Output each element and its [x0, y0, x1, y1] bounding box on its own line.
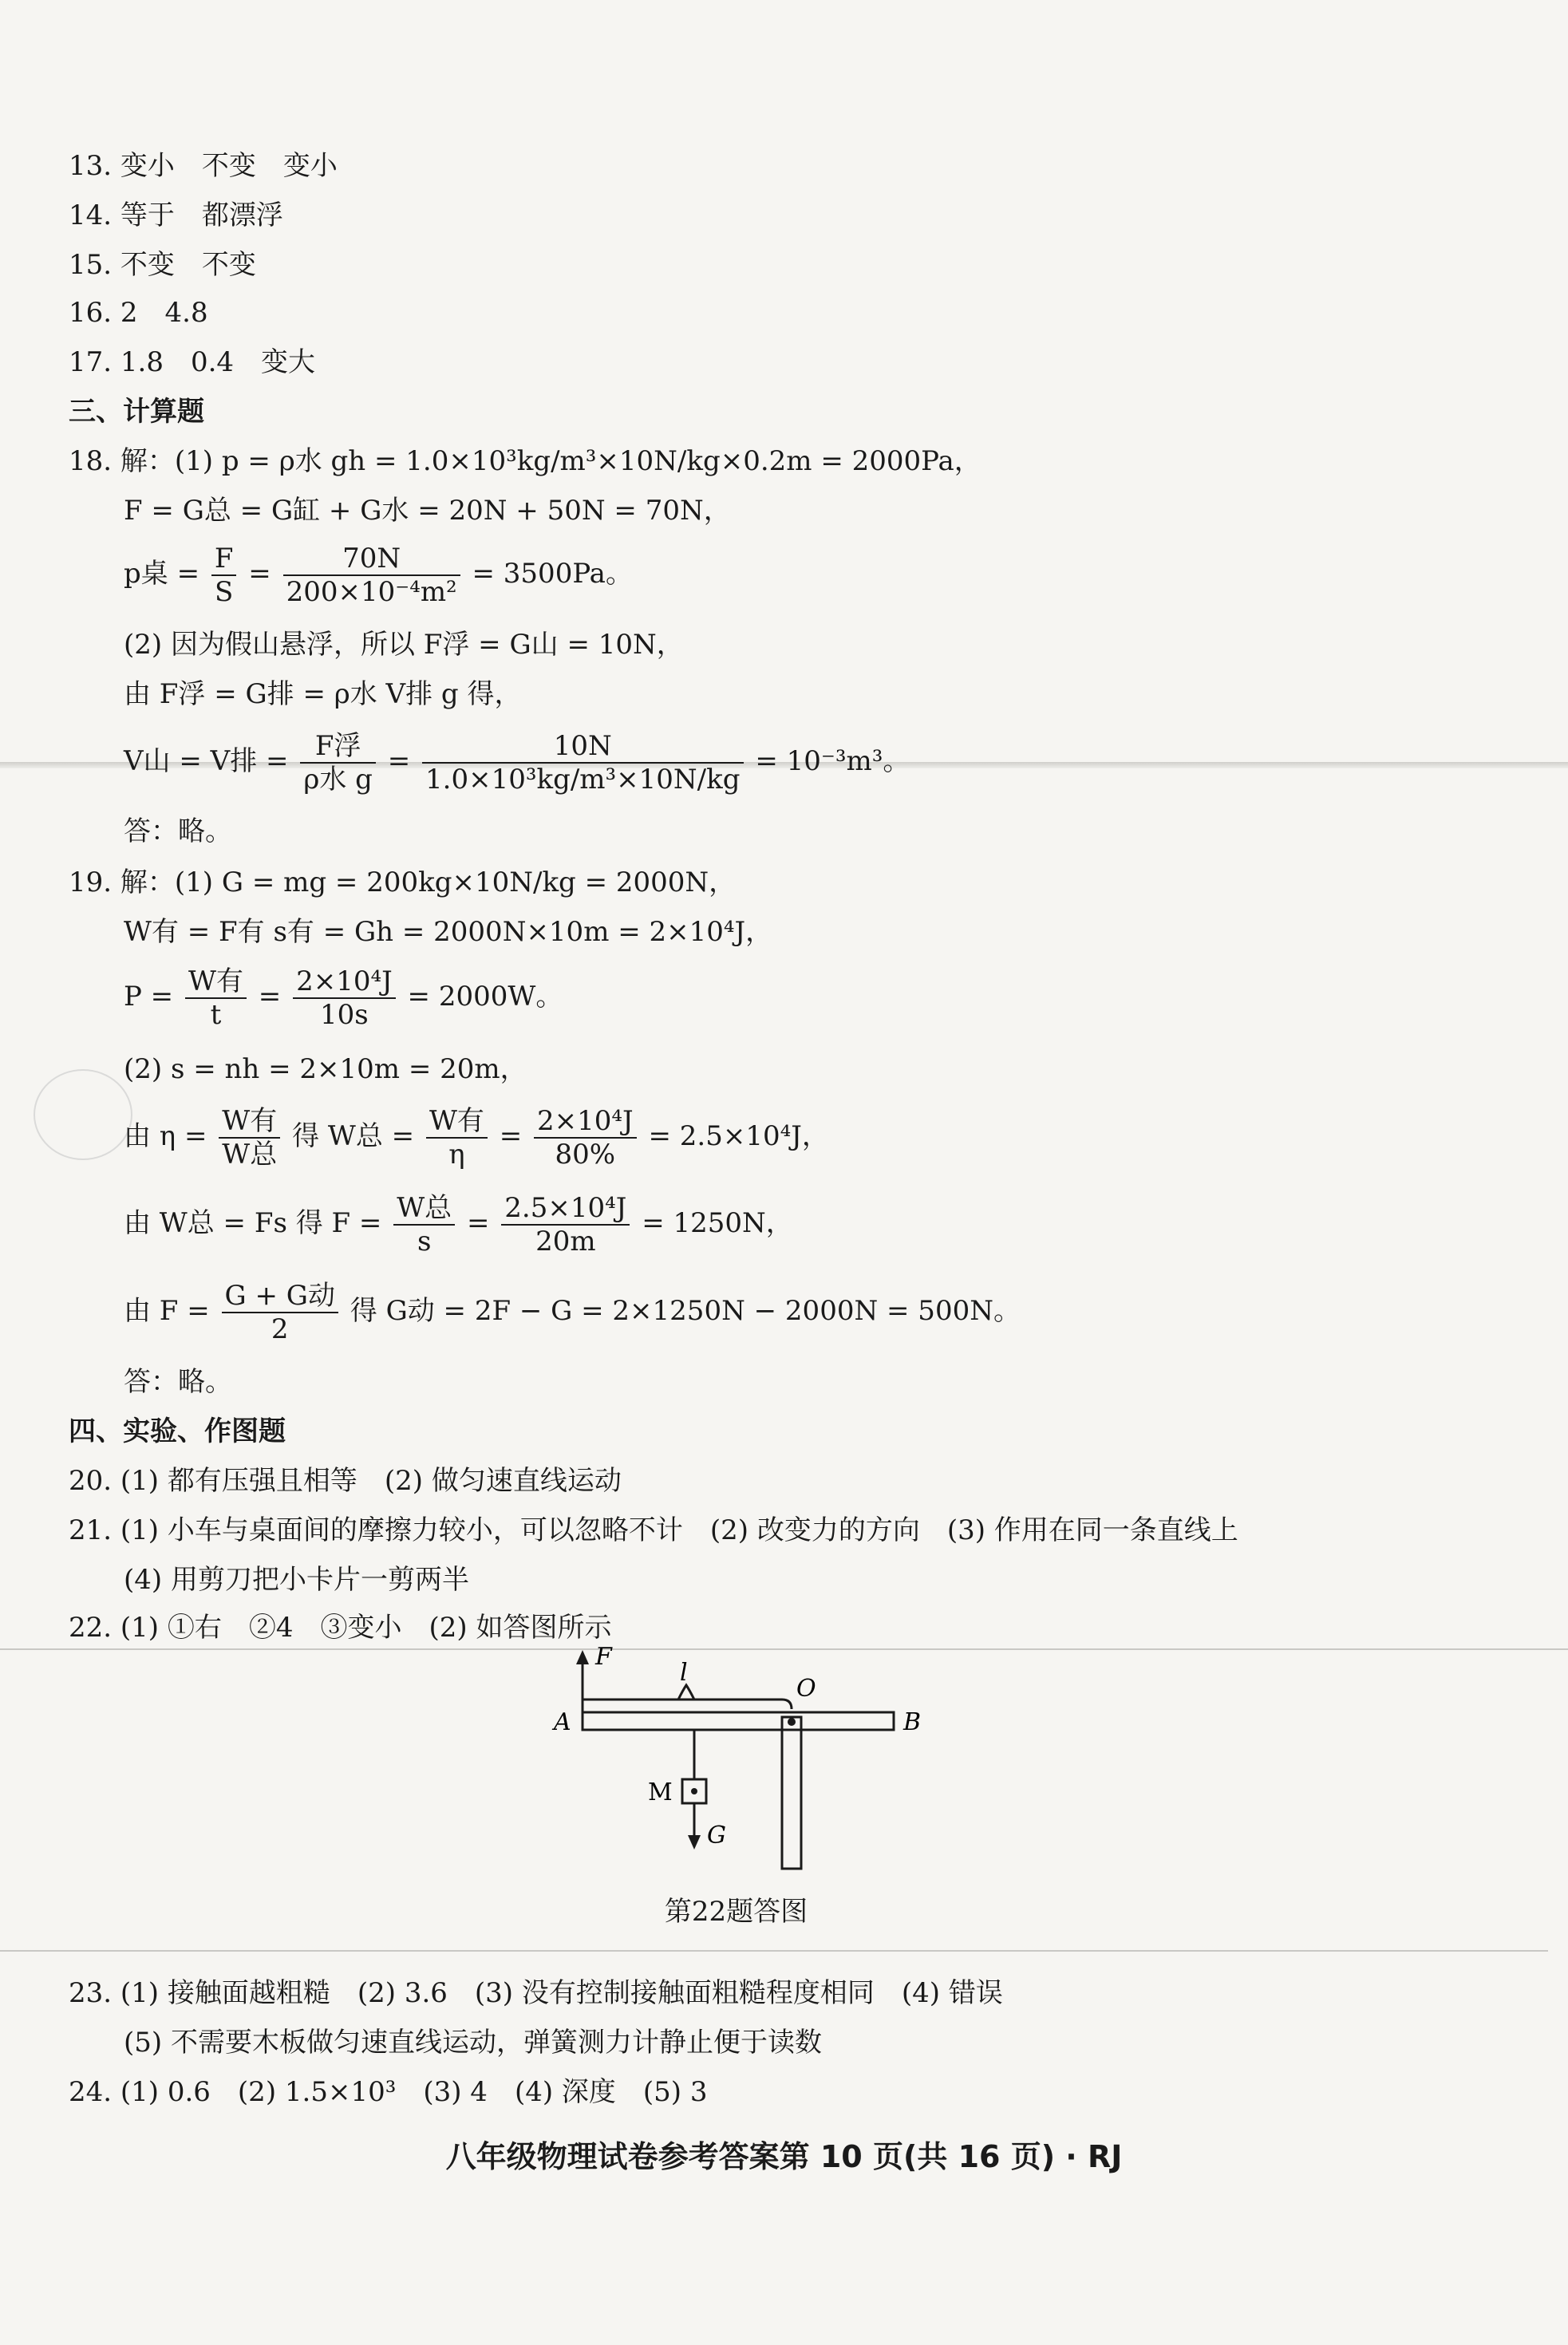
numerator: W有 [426, 1105, 488, 1139]
label-F: F [595, 1644, 612, 1671]
equals-sign: = [499, 1120, 523, 1152]
formula-prefix: 由 F = [124, 1295, 210, 1327]
formula-prefix: 由 W总 = Fs 得 F = [124, 1207, 382, 1239]
fraction [534, 1105, 637, 1171]
answer-17: 17. 1.8 0.4 变大 [69, 346, 316, 378]
formula-result: = 10⁻³m³。 [755, 745, 910, 777]
diagram-caption: 第22题答图 [664, 1896, 808, 1928]
fraction [426, 1105, 488, 1171]
fraction [422, 730, 743, 795]
lever-bar [583, 1712, 894, 1730]
formula-middle: 得 W总 = [292, 1120, 415, 1152]
answer-19-step7 [124, 1280, 1021, 1345]
answer-18-step1: 18. 解：(1) p = ρ水 gh = 1.0×10³kg/m³×10N/kg×0.2m = 2000Pa， [69, 445, 981, 477]
fraction [222, 1280, 338, 1345]
fraction [283, 543, 460, 608]
lever-arm-bracket [583, 1700, 792, 1709]
fraction [393, 1192, 455, 1257]
weight-center [691, 1788, 697, 1794]
answer-16: 16. 2 4.8 [69, 297, 208, 329]
answer-18-step2: F = G总 = G缸 + G水 = 20N + 50N = 70N， [124, 495, 731, 527]
formula-result: = 3500Pa。 [472, 558, 633, 590]
formula-result: 得 G动 = 2F − G = 2×1250N − 2000N = 500N。 [350, 1295, 1021, 1327]
answer-19-step6 [124, 1192, 793, 1257]
equals-sign: = [466, 1207, 490, 1239]
fraction [211, 543, 237, 608]
answer-15: 15. 不变 不变 [69, 249, 256, 281]
denominator: ρ水 g [303, 764, 373, 795]
formula-result: = 1250N， [642, 1207, 793, 1239]
numerator: W有 [185, 965, 247, 999]
answer-19-step2: W有 = F有 s有 = Gh = 2000N×10m = 2×10⁴J， [124, 916, 773, 948]
numerator: F浮 [300, 730, 376, 764]
answer-23-line2: (5) 不需要木板做匀速直线运动，弹簧测力计静止便于读数 [124, 2027, 822, 2059]
fraction [219, 1105, 280, 1171]
denominator: 20m [535, 1226, 596, 1257]
answer-20: 20. (1) 都有压强且相等 (2) 做匀速直线运动 [69, 1465, 622, 1497]
answer-14: 14. 等于 都漂浮 [69, 199, 283, 231]
numerator: 2×10⁴J [293, 965, 396, 999]
denominator: t [210, 999, 222, 1031]
formula-prefix: V山 = V排 = [124, 745, 289, 777]
denominator: 10s [320, 999, 369, 1031]
answer-19-step3 [124, 965, 563, 1031]
answer-18-step4: (2) 因为假山悬浮，所以 F浮 = G山 = 10N， [124, 629, 684, 661]
fraction [501, 1192, 630, 1257]
formula-result: = 2.5×10⁴J， [648, 1120, 829, 1152]
lever-diagram [543, 1644, 958, 1875]
label-O: O [796, 1675, 816, 1703]
formula-prefix: 由 η = [124, 1120, 207, 1152]
answer-19-step5 [124, 1105, 829, 1171]
answer-21-line2: (4) 用剪刀把小卡片一剪两半 [124, 1564, 469, 1596]
answer-18-conclusion: 答：略。 [124, 815, 232, 847]
denominator: 200×10⁻⁴m² [286, 576, 457, 608]
equals-sign: = [387, 745, 411, 777]
numerator: 2×10⁴J [534, 1105, 637, 1139]
equals-sign: = [258, 981, 282, 1013]
watermark-stamp [34, 1069, 132, 1160]
numerator: G + G动 [222, 1280, 338, 1313]
label-M: M [648, 1778, 673, 1806]
pivot-point [788, 1718, 796, 1726]
denominator: 2 [271, 1313, 289, 1345]
answer-23-line1: 23. (1) 接触面越粗糙 (2) 3.6 (3) 没有控制接触面粗糙程度相同 (4) 错误 [69, 1977, 1003, 2009]
section-4-heading: 四、实验、作图题 [69, 1415, 286, 1447]
answer-22: 22. (1) ①右 ②4 ③变小 (2) 如答图所示 [69, 1612, 612, 1644]
answer-13: 13. 变小 不变 变小 [69, 150, 338, 182]
pivot-stand [782, 1717, 801, 1869]
label-l: l [680, 1659, 688, 1687]
denominator: W总 [222, 1139, 278, 1171]
formula-result: = 2000W。 [407, 981, 563, 1013]
answer-19-step4: (2) s = nh = 2×10m = 20m， [124, 1053, 527, 1085]
force-arrow-head [576, 1650, 589, 1664]
answer-19-step1: 19. 解：(1) G = mg = 200kg×10N/kg = 2000N， [69, 867, 737, 898]
denominator: 1.0×10³kg/m³×10N/kg [425, 764, 741, 795]
denominator: S [215, 576, 234, 608]
denominator: s [417, 1226, 432, 1257]
fraction [185, 965, 247, 1031]
section-3-heading: 三、计算题 [69, 396, 204, 428]
fraction [300, 730, 376, 795]
numerator: F [211, 543, 237, 576]
formula-prefix: P = [124, 981, 174, 1013]
answer-19-conclusion: 答：略。 [124, 1366, 232, 1398]
answer-24: 24. (1) 0.6 (2) 1.5×10³ (3) 4 (4) 深度 (5) 3 [69, 2076, 708, 2108]
answer-18-step6 [124, 730, 910, 795]
fraction [293, 965, 396, 1031]
gravity-arrow-head [688, 1835, 701, 1850]
lever-arm-brace [678, 1685, 694, 1700]
answer-18-step5: 由 F浮 = G排 = ρ水 V排 g 得， [124, 678, 522, 710]
equals-sign: = [248, 558, 271, 590]
divider [0, 1950, 1548, 1952]
numerator: 70N [283, 543, 460, 576]
answer-18-step3 [124, 543, 633, 608]
denominator: η [448, 1139, 465, 1171]
denominator: 80% [555, 1139, 616, 1171]
numerator: W总 [393, 1192, 455, 1226]
numerator: 10N [422, 730, 743, 764]
page-footer: 八年级物理试卷参考答案第 10 页(共 16 页) · RJ [445, 2139, 1123, 2174]
formula-prefix: p桌 = [124, 558, 200, 590]
answer-21-line1: 21. (1) 小车与桌面间的摩擦力较小，可以忽略不计 (2) 改变力的方向 (3) 作用在同一条直线上 [69, 1514, 1238, 1546]
label-A: A [554, 1708, 571, 1736]
label-B: B [903, 1708, 922, 1736]
numerator: W有 [219, 1105, 280, 1139]
label-G: G [707, 1822, 726, 1850]
numerator: 2.5×10⁴J [501, 1192, 630, 1226]
